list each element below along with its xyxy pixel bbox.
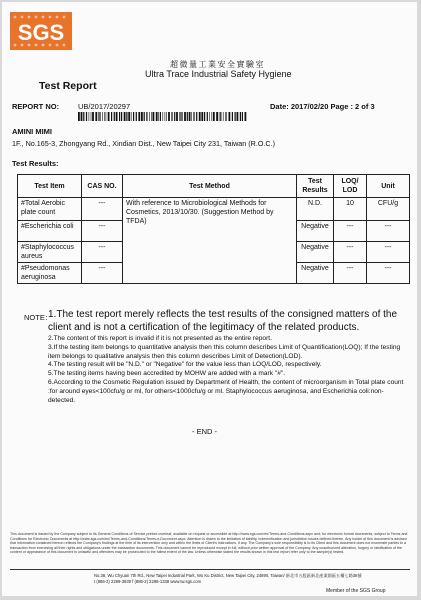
report-number: UB/2017/20297 bbox=[78, 102, 131, 111]
report-page bbox=[2, 2, 417, 596]
barcode bbox=[78, 112, 248, 121]
cell-result: Negative bbox=[297, 221, 334, 242]
cell-unit: --- bbox=[367, 221, 410, 242]
cell-loq: --- bbox=[334, 221, 367, 242]
table-row bbox=[18, 198, 410, 221]
cell-result: N.D. bbox=[297, 198, 334, 221]
svg-text:SGS: SGS bbox=[17, 20, 65, 45]
footer-address-line: No.38, Wu Chyuan 7th Rd., New Taipei Industrial Park, Wu Ku District, New Taipei City, 24890, Taiwan/ 新北市五股區新北產業園區五權七路38號 bbox=[94, 573, 362, 578]
cell-result: Negative bbox=[297, 263, 334, 284]
header-loq-lod: LOQ/ LOD bbox=[334, 175, 367, 198]
note-6: 6.According to the Cosmetic Regulation issued by Department of Health, the content of microorganism in Total plate count :for around eyes<100cfu/g or ml, for others<1000cfu/g or ml. Staphylococcus aeruginosa, and Escherichia coli:non-detected. bbox=[48, 378, 404, 404]
cell-cas-no: --- bbox=[82, 198, 123, 221]
cell-test-item: #Total Aerobic plate count bbox=[18, 198, 82, 221]
lab-name-english: Ultra Trace Industrial Safety Hygiene bbox=[145, 69, 292, 79]
note-2: 2.The content of this report is invalid if it is not presented as the entire report. bbox=[48, 335, 272, 342]
cell-test-item: #Escherichia coli bbox=[18, 221, 82, 242]
cell-unit: --- bbox=[367, 263, 410, 284]
date-and-page: Date: 2017/02/20 Page : 2 of 3 bbox=[270, 102, 375, 111]
note-3: 3.If the testing item belongs to quantitative analysis then this column describes Limit of Quantification(LOQ); If the testing item belongs to qualitative analysis then this column describes Limit of Detection(LOD). bbox=[48, 343, 401, 360]
sgs-group-member: Member of the SGS Group bbox=[326, 588, 386, 594]
test-results-heading: Test Results: bbox=[12, 159, 59, 168]
cell-cas-no: --- bbox=[82, 242, 123, 263]
cell-loq: --- bbox=[334, 263, 367, 284]
note-5: 5.The testing items having been accredited by MOHW are added with a mark "#". bbox=[48, 370, 286, 378]
cell-loq: --- bbox=[334, 242, 367, 263]
lab-name-chinese: 超微量工業安全實驗室 bbox=[170, 60, 265, 69]
note-4: 4.The testing result will be "N.D." or "Negative" for the value less than LOQ/LOD, respectively. bbox=[48, 361, 322, 369]
sgs-logo bbox=[10, 12, 72, 50]
footer-phone-line: t (886-2) 2299-3939 f (886-2) 2298-1338 www.tw.sgs.com bbox=[94, 579, 202, 584]
notes-list bbox=[48, 335, 410, 405]
client-address: 1F., No.165-3, Zhongyang Rd., Xindian Dist., New Taipei City 231, Taiwan (R.O.C.) bbox=[12, 139, 275, 148]
table-header-row bbox=[18, 175, 410, 198]
header-unit: Unit bbox=[367, 175, 410, 198]
header-test-method: Test Method bbox=[123, 175, 297, 198]
footer-address bbox=[94, 573, 362, 584]
cell-test-item: #Pseudomonas aeruginosa bbox=[18, 263, 82, 284]
header-test-item: Test Item bbox=[18, 175, 82, 198]
cell-loq: 10 bbox=[334, 198, 367, 221]
document-title: Test Report bbox=[39, 80, 97, 92]
cell-test-item: #Staphylococcus aureus bbox=[18, 242, 82, 263]
cell-result: Negative bbox=[297, 242, 334, 263]
note-1: 1.The test report merely reflects the test results of the consigned matters of the client and is not a certification of the legitimacy of the related products. bbox=[48, 309, 398, 333]
header-cas-no: CAS NO. bbox=[82, 175, 123, 198]
legal-fine-print: This document is issued by the Company subject to its General Conditions of Service printed overleaf, available on request or accessible at http://www.sgs.com/en/Terms-and-Conditions.aspx and, for electronic format documents, subject to Terms and Conditions for Electronic Documents at http://www.sgs.com/en/Terms-and-Conditions/Terms-e-Document.aspx. Attention is drawn to the limitation of liability, indemnification and jurisdiction issues defined therein. Any holder of this document is advised that information contained hereon reflects the Company's findings at the time of its intervention only and within the limits of Client's instructions, if any. The Company's sole responsibility is to its Client and this document does not exonerate parties to a transaction from exercising all their rights and obligations under the transaction documents. This document cannot be reproduced except in full, without prior written approval of the Company. Any unauthorized alteration, forgery or falsification of the content or appearance of this document is unlawful and offenders may be prosecuted to the fullest extent of the law. Unless otherwise stated the results shown in this test report refer only to the sample(s) tested. bbox=[10, 532, 408, 555]
cell-cas-no: --- bbox=[82, 263, 123, 284]
results-table bbox=[17, 174, 410, 284]
note-label: NOTE： bbox=[24, 313, 53, 322]
cell-unit: --- bbox=[367, 242, 410, 263]
report-number-label: REPORT NO: bbox=[12, 102, 60, 111]
client-name: AMINI MIMI bbox=[12, 127, 52, 136]
footer-divider bbox=[10, 569, 410, 570]
cell-unit: CFU/g bbox=[367, 198, 410, 221]
header-test-results: Test Results bbox=[297, 175, 334, 198]
end-marker: - END - bbox=[192, 427, 217, 436]
cell-test-method: With reference to Microbiological Methods for Cosmetics, 2013/10/30. (Suggestion Method by TFDA) bbox=[123, 198, 297, 284]
cell-cas-no: --- bbox=[82, 221, 123, 242]
